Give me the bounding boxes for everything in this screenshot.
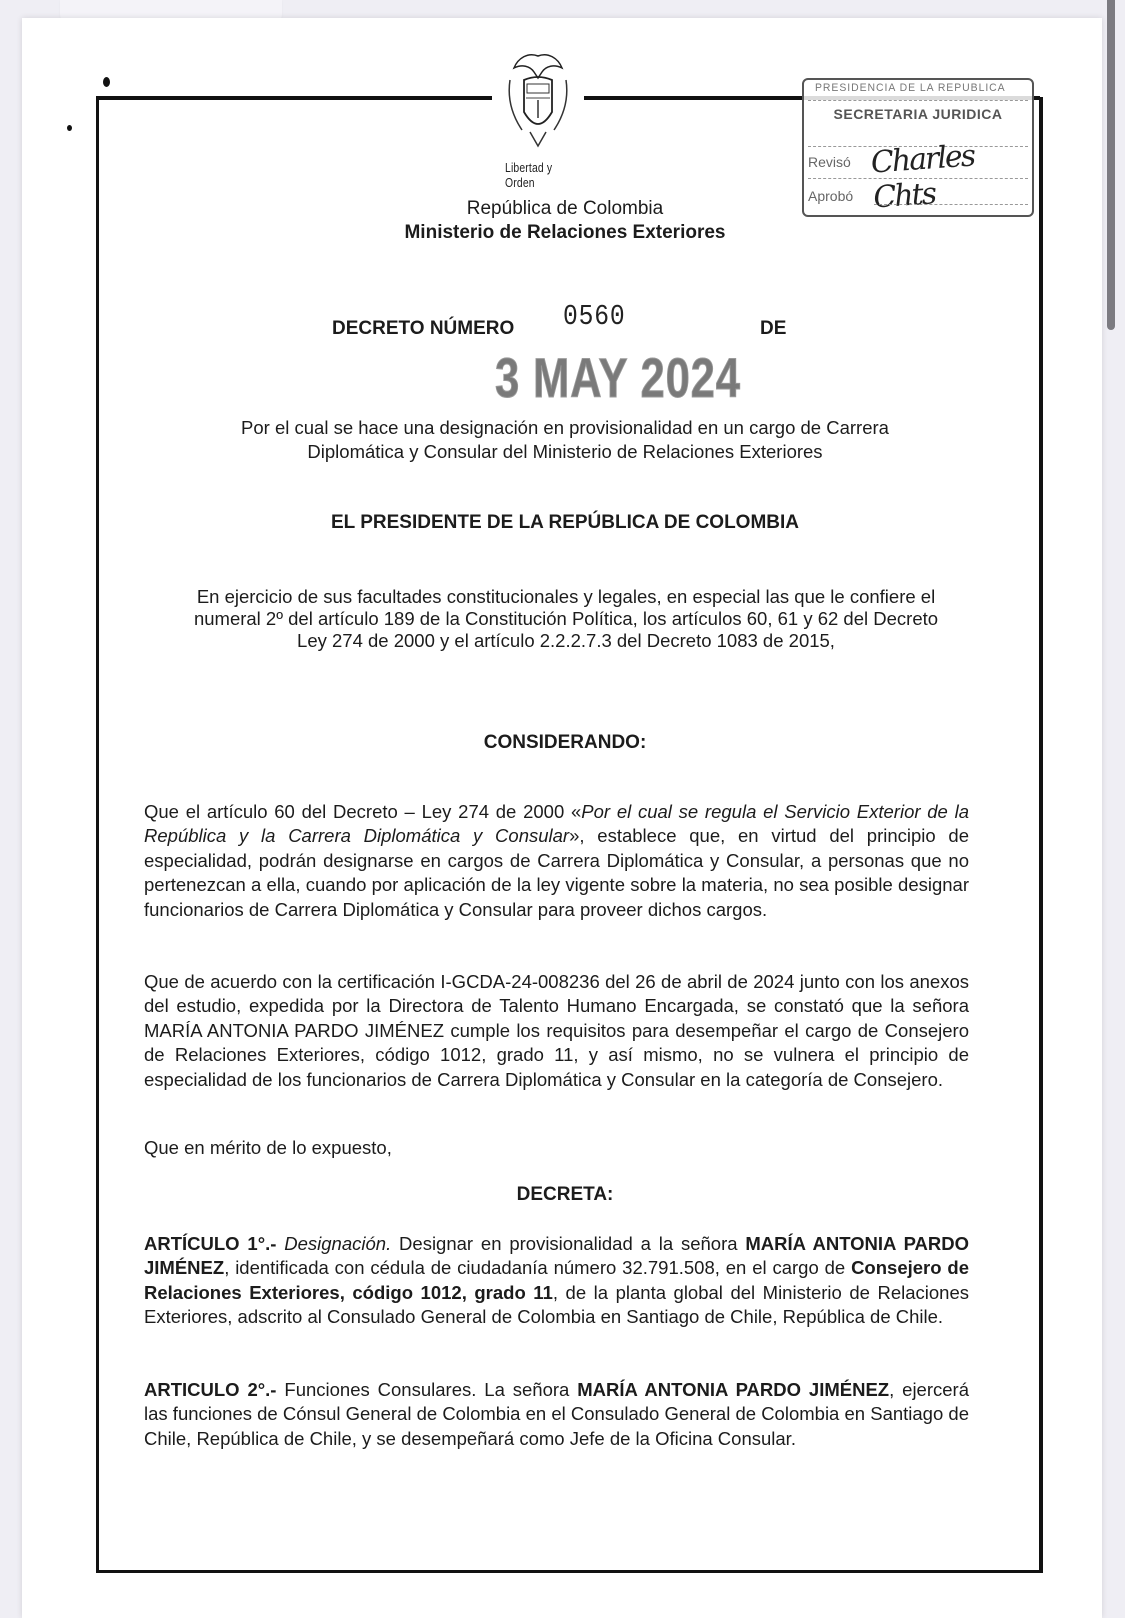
decree-subtitle-line: Diplomática y Consular del Ministerio de Relaciones Exteriores [307, 441, 823, 462]
article-text: , de la planta global del Ministerio de Relaciones Exteriores, adscrito al Consulado General de Colombia en Santiago de Chile, República de Chile. [144, 1281, 969, 1328]
article-title: Designación. [284, 1233, 392, 1254]
article-2 [144, 1378, 969, 1451]
considering-paragraph-1 [144, 800, 969, 922]
article-text: Designar en provisionalidad a la señora [391, 1233, 746, 1254]
stamp-reviso-label: Revisó [808, 154, 851, 170]
appointee-name: MARÍA ANTONIA PARDO JIMÉNEZ [144, 1233, 969, 1279]
position-title: Consejero de Relaciones Exteriores, código 1012, grado 11 [144, 1257, 969, 1303]
decree-number: 0560 [563, 300, 626, 333]
stamp-divider [808, 100, 1028, 102]
stamp-aprobo-label: Aprobó [808, 188, 854, 204]
scan-dot [67, 125, 72, 131]
article-label: ARTÍCULO 1°.- [144, 1233, 277, 1254]
considerando-heading: CONSIDERANDO: [483, 732, 647, 753]
motto: Libertad y Orden [505, 160, 553, 190]
article-label: ARTICULO 2°.- [144, 1379, 277, 1400]
article-text: , identificada con cédula de ciudadanía número 32.791.508, en el cargo de [224, 1257, 852, 1279]
para-text: », establece que, en virtud del principio de especialidad, podrán designarse en cargos de Carrera Diplomática y Consular, a personas que no pertenezcan a ella, cuando por aplicación de la ley vigente sobre la materia, no sea posible designar funcionarios de Carrera Diplomática y Consular para proveer dichos cargos. [144, 825, 970, 920]
powers-paragraph: En ejercicio de sus facultades constitucionales y legales, en especial las que le confiere el numeral 2º del artículo 189 de la Constitución Política, los artículos 60, 61 y 62 del Decreto Ley 274 de 2000 y el artículo 2.2.2.7.3 del Decreto 1083 de 2015, [193, 586, 939, 651]
country-name: República de Colombia [466, 198, 664, 219]
article-text: , ejercerá las funciones de Cónsul General de Colombia en el Consulado General de Colombia en Santiago de Chile, República de Chile, y se desempeñará como Jefe de la Oficina Consular. [144, 1379, 969, 1449]
decree-subtitle [100, 416, 1030, 464]
considering-paragraph-2: Que de acuerdo con la certificación I-GCDA-24-008236 del 26 de abril de 2024 junto con los anexos del estudio, expedida por la Directora de Talento Humano Encargada, se constató que la señora MARÍA ANTONIA PARDO JIMÉNEZ cumple los requisitos para desempeñar el cargo de Consejero de Relaciones Exteriores, código 1012, grado 11, y así mismo, no se vulnera el principio de especialidad de los funcionarios de Carrera Diplomática y Consular en la categoría de Consejero. [144, 971, 969, 1090]
scan-dot [103, 77, 110, 87]
stamp-top-text: PRESIDENCIA DE LA REPUBLICA [815, 82, 1006, 94]
article-text: Funciones Consulares. La señora [276, 1379, 578, 1400]
decreta-heading: DECRETA: [516, 1184, 614, 1205]
decree-date-stamp: 3 MAY 2024 [495, 346, 741, 409]
ministry-name: Ministerio de Relaciones Exteriores [404, 222, 726, 243]
reviewer-signature: Charles Chts [869, 138, 976, 216]
decree-number-label: DECRETO NÚMERO [332, 318, 515, 339]
president-heading: EL PRESIDENTE DE LA REPÚBLICA DE COLOMBIA [331, 512, 799, 533]
stamp-divider [808, 178, 1028, 180]
legal-review-stamp [802, 78, 1034, 217]
para-text: Que el artículo 60 del Decreto – Ley 274 de 2000 « [144, 801, 582, 822]
law-title: Por el cual se regula el Servicio Exterior de la República y la Carrera Diplomática y Consular [144, 801, 969, 847]
scrollbar-thumb[interactable] [1107, 0, 1115, 330]
stamp-title: SECRETARIA JURIDICA [833, 106, 1003, 122]
appointee-name: MARÍA ANTONIA PARDO JIMÉNEZ [577, 1379, 890, 1400]
coat-of-arms-icon [500, 50, 576, 150]
decree-subtitle-line: Por el cual se hace una designación en provisionalidad en un cargo de Carrera [241, 417, 889, 438]
decree-de-label: DE [760, 318, 787, 339]
considering-paragraph-3: Que en mérito de lo expuesto, [144, 1137, 392, 1158]
article-1 [144, 1232, 969, 1330]
